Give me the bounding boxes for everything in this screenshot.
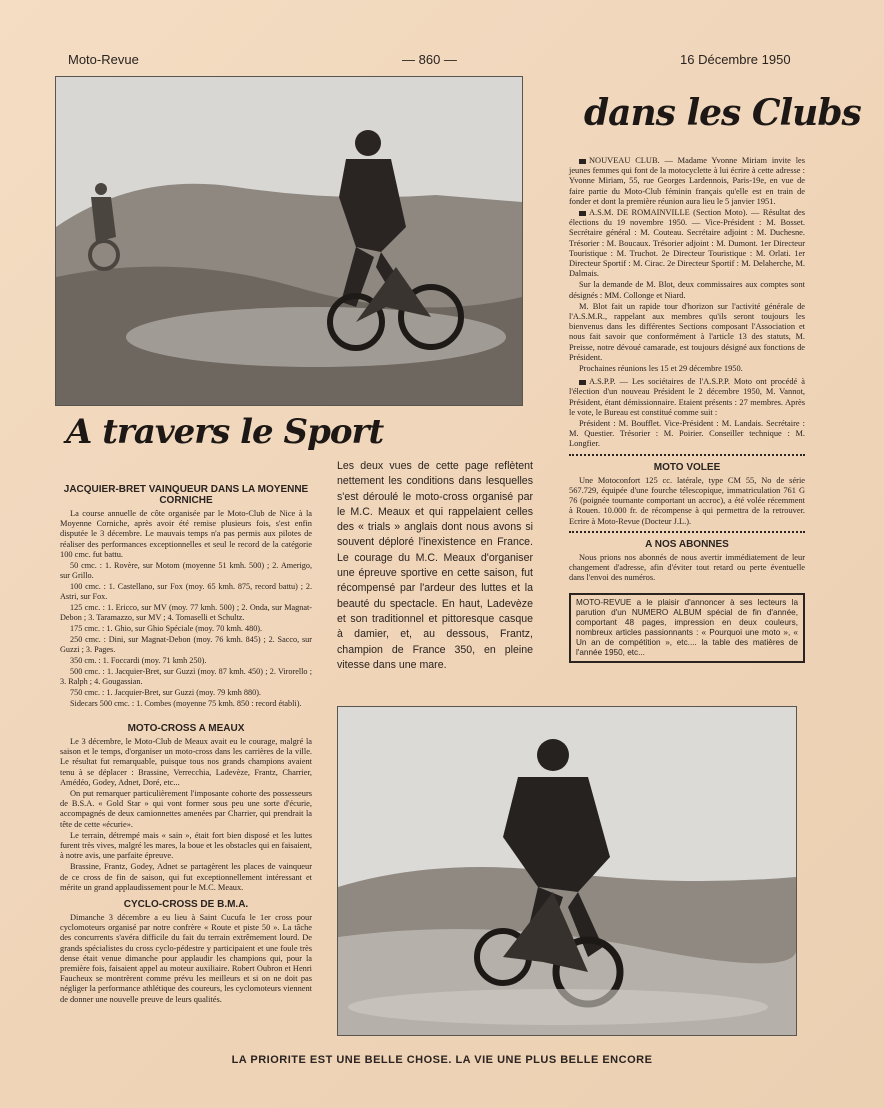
footer-slogan: LA PRIORITE EST UNE BELLE CHOSE. LA VIE UNE PLUS BELLE ENCORE (231, 1054, 653, 1066)
result-line: 125 cmc. : 1. Ericco, sur MV (moy. 77 kmh. 500) ; 2. Onda, sur Magnat-Debon ; 3. Taramazzo, sur MV ; 4. Tomaselli et Schultz. (60, 603, 312, 623)
result-line: 175 cmc. : 1. Ghio, sur Ghio Spéciale (moy. 70 kmh. 480). (70, 624, 263, 634)
club-notice-paragraph: M. Blot fait un rapide tour d'horizon sur l'activité générale de l'A.S.M.R., rappelant aux membres qu'ils seront toujours les bienvenus dans les différentes Sections composant l'Association et nous fait savoir que conformément à l'article 13 des statuts, M. Preisse, notre dévoué camarade, est toujours désigné aux fonctions de Président. (569, 301, 805, 362)
article-title-a-nos-abonnes: A NOS ABONNES (645, 538, 729, 550)
dotted-divider (569, 454, 805, 456)
header-date: 16 Décembre 1950 (680, 52, 791, 67)
club-notice-nouveau-club (569, 156, 805, 207)
result-line: 500 cmc. : 1. Jacquier-Bret, sur Guzzi (moy. 87 kmh. 450) ; 2. Virorello ; 3. Ralph ; 4. Gougassian. (60, 667, 312, 687)
article-paragraph: Une Motoconfort 125 cc. latérale, type CM 55, No de série 567.729, équipée d'une fourche télescopique, immatriculation 761 G 76 (poignée tournante comportant un accroc), a été volée récemment à Rouen. 10.000 fr. de récompense à qui permettra de la retrouver. Ecrire à Moto-Revue (Docteur J.L.). (569, 475, 805, 526)
article-paragraph: On put remarquer particulièrement l'imposante cohorte des possesseurs de B.S.A. « Gold Star » qui vont former sous peu une sorte d'écurie, accompagnés de deux camionnettes amenées par Charrier, qui prendrait la tête de cette «écurie». (60, 789, 312, 829)
photo-ladeveze (55, 76, 523, 406)
club-notice-text: A.S.P.P. — Les sociétaires de l'A.S.P.P. Moto ont procédé à l'élection d'un nouveau Président le 2 décembre 1950, M. Vannot, Président, étant démissionnaire. Etaient présents : 27 membres. Après le vote, le Bureau est constitué comme suit : (569, 377, 805, 417)
club-notice-paragraph: Prochaines réunions les 15 et 29 décembre 1950. (579, 364, 743, 374)
article-title-moto-volee: MOTO VOLEE (653, 461, 721, 473)
club-notice-text: NOUVEAU CLUB. — Madame Yvonne Miriam invite les jeunes femmes qui font de la motocyclette à lui écrire à cette adresse : Yvonne Miriam, 55, rue Georges Lardennois, Paris-19e, en vue de faire partie du Moto-Club féminin français qu'elle est en train de fonder et dont la première réunion aura lieu le 5 janvier 1951. (569, 156, 805, 206)
dotted-divider (569, 531, 805, 533)
article-paragraph: Brassine, Frantz, Godey, Adnet se partagèrent les places de vainqueur de ce cross de fin de saison, qui fut exceptionnellement intéressant et mérite un grand applaudissement pour le M.C. Meaux. (60, 862, 312, 892)
result-line: 100 cmc. : 1. Castellano, sur Fox (moy. 65 kmh. 875, record battu) ; 2. Astri, sur Fox. (60, 582, 312, 602)
left-column (60, 478, 312, 1006)
article-intro-jacquier-bret: La course annuelle de côte organisée par le Moto-Club de Nice à la Moyenne Corniche, après avoir été remise plusieurs fois, s'est enfin disputée le 3 décembre. Le mauvais temps n'a pas permis aux pilotes de réaliser des performances exceptionnelles et seul le record de la catégorie 100 cmc. fut battu. (60, 509, 312, 559)
article-title-jacquier-bret: JACQUIER-BRET VAINQUEUR DANS LA MOYENNE CORNICHE (63, 484, 309, 506)
bullet-square-icon (579, 380, 586, 385)
right-column (569, 156, 805, 663)
result-line: 50 cmc. : 1. Rovère, sur Motom (moyenne 51 kmh. 500) ; 2. Amerigo, sur Grillo. (60, 561, 312, 581)
article-title-cyclo-cross: CYCLO-CROSS DE B.M.A. (123, 899, 249, 911)
photo-caption: Les deux vues de cette page reflètent nettement les conditions dans lesquelles s'est déroulé le moto-cross organisé par le M.C. Meaux et qui rappelaient celles des « trials » anglais dont nous avons si souvent déploré l'inexistence en France. Le courage du M.C. Meaux d'organiser une épreuve sportive en cette saison, fut récompensé par l'ardeur des luttes et la beauté du spectacle. En haut, Ladevèze et son traditionnel et pittoresque casque à damier, et, au dessous, Frantz, champion de France 350, en pleine vitesse dans une mare. (337, 460, 533, 671)
club-notice-paragraph: Sur la demande de M. Blot, deux commissaires aux comptes sont désignés : MM. Collonge et Niard. (569, 280, 805, 300)
article-title-moto-cross-meaux: MOTO-CROSS A MEAUX (127, 723, 245, 735)
header-magazine-name: Moto-Revue (68, 52, 139, 67)
photo-frantz (337, 706, 797, 1036)
result-line: 750 cmc. : 1. Jacquier-Bret, sur Guzzi (moy. 79 kmh 880). (70, 688, 261, 698)
article-paragraph: Nous prions nos abonnés de nous avertir immédiatement de leur changement d'adresse, afin d'éviter tout retard ou perte éventuelle dans l'envoi des numéros. (569, 552, 805, 583)
club-notice-paragraph: Président : M. Boufflet. Vice-Président : M. Landais. Secrétaire : M. Questier. Trésorier : M. Poirier. Conseiller technique : M. Longfier. (569, 419, 805, 449)
club-notice-aspp (569, 377, 805, 418)
article-paragraph: Dimanche 3 décembre a eu lieu à Saint Cucufa le 1er cross pour cyclomoteurs organisé par notre confrère « Route et piste 50 ». La tâche des concurrents s'avéra difficile du fait du terrain extrêmement lourd. De grands spécialistes du cross cyclo-pédestre y participaient et une foule très dense était venue dimanche pour applaudir les champions qui, pour la première fois, faisaient appel au moteur auxiliaire. Robert Oubron et Henri Faucheux se montrèrent comme prévu les meilleurs et si on ne doit pas négliger la performance athlétique des coureurs, les cyclomoteurs viennent de donner une nouvelle preuve de leurs qualités. (60, 913, 312, 1004)
club-notice-asm-romainville (569, 208, 805, 279)
section-title-a-travers-le-sport: A travers le Sport (66, 412, 384, 452)
article-paragraph: Le terrain, détrempé mais « sain », était fort bien disposé et les luttes furent très vives, malgré les mares, la boue et les obstacles qui en faisaient, à notre avis, une parfaite épreuve. (60, 830, 312, 861)
bullet-square-icon (579, 211, 586, 216)
section-title-dans-les-clubs: dans les Clubs (584, 92, 861, 134)
result-line: 250 cmc. : Dini, sur Magnat-Debon (moy. 76 kmh. 845) ; 2. Sacco, sur Guzzi ; 3. Pages. (60, 635, 312, 655)
header-page-number: — 860 — (402, 52, 457, 67)
album-announcement-box: MOTO-REVUE a le plaisir d'annoncer à ses lecteurs la parution d'un NUMERO ALBUM spécial de fin d'année, comportant 48 pages, impression en deux couleurs, nombreux articles passionnants : « Pourquoi une moto », « Un an de compétition », etc.... la table des matières de l'année 1950, etc... (569, 593, 805, 663)
bullet-square-icon (579, 159, 586, 164)
result-line: 350 cm. : 1. Foccardi (moy. 71 kmh 250). (70, 656, 207, 666)
article-paragraph: Le 3 décembre, le Moto-Club de Meaux avait eu le courage, malgré la saison et le temps, d'organiser un moto-cross dans les carrières de la ville. Le résultat fut remarquable, puisque tous nos grands champions avaient tenu à se déplacer : Brassine, Verrecchia, Ladevèze, Frantz, Charrier, Amédéo, Godey, Adnet, Doré, etc... (60, 737, 312, 787)
club-notice-text: A.S.M. DE ROMAINVILLE (Section Moto). — Résultat des élections du 19 novembre 1950. — Vice-Président : M. Bosset. Secrétaire général : M. Couteau. Secrétaire adjoint : M. Duchesne. Trésorier : M. Boucaux. Trésorier adjoint : M. Dumont. 1er Directeur Touristique : M. Truchot. 2e Directeur Touristique : M. Orlati. 1er Directeur Sportif : M. Cirac. 2e Directeur Sportif : M. Delaherche, M. Dalmais. (569, 208, 805, 279)
result-line: Sidecars 500 cmc. : 1. Combes (moyenne 75 kmh. 850 : record établi). (70, 699, 302, 709)
